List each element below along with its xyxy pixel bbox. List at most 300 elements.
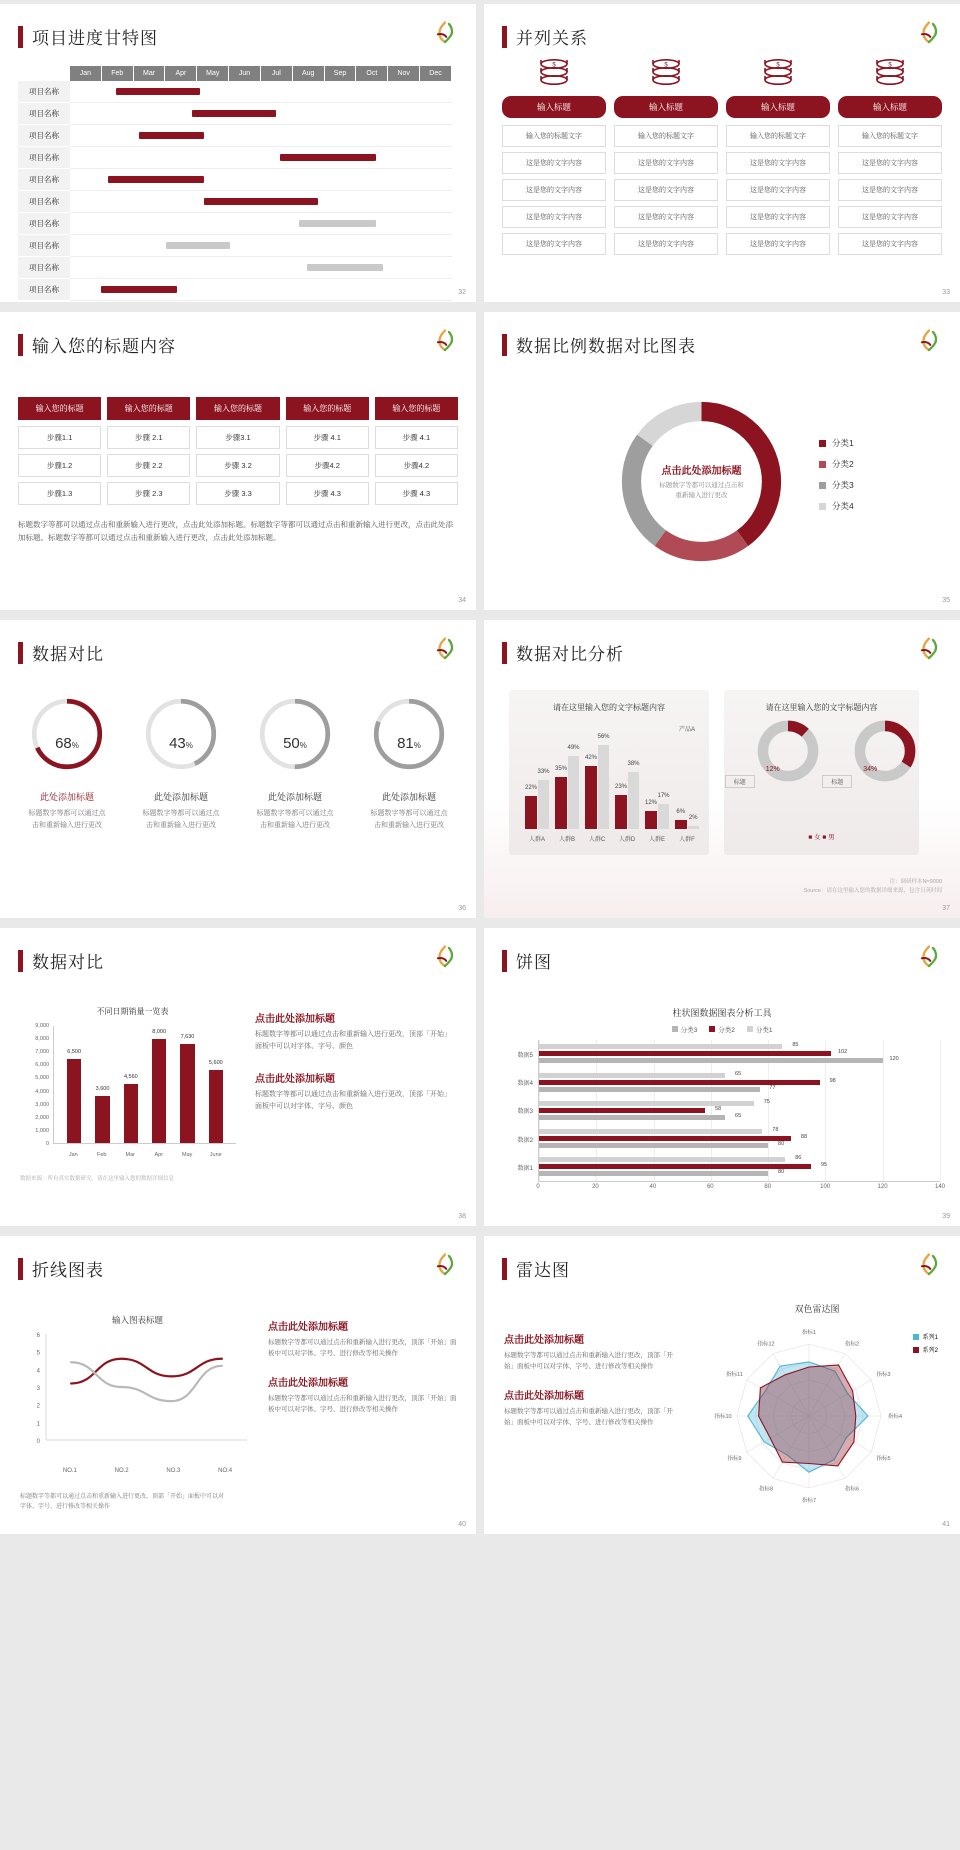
parallel-column-4 <box>838 54 942 260</box>
title-accent-bar <box>502 950 507 972</box>
y-axis-labels <box>25 1023 51 1147</box>
donut-value: 34% <box>863 766 878 773</box>
legend-label: 分类2 <box>832 459 854 469</box>
x-tick: Jan <box>68 1152 78 1158</box>
x-tick: 100 <box>820 1184 831 1190</box>
slide-39 <box>484 928 960 1226</box>
bar-value-label: 102 <box>837 1049 848 1056</box>
bar-group <box>675 734 699 829</box>
svg-text:$: $ <box>776 62 780 69</box>
bar-x-labels <box>525 834 699 843</box>
brand-logo-icon <box>916 20 942 46</box>
bar-slot-a <box>585 755 598 829</box>
gantt-month-header <box>70 66 452 81</box>
bar-value-a: 23% <box>615 783 628 790</box>
coins-icon <box>758 54 798 88</box>
svg-text:$: $ <box>552 62 556 69</box>
bar-group <box>645 734 669 829</box>
bar <box>539 1070 742 1078</box>
bar-value-a: 22% <box>525 785 538 791</box>
bar-value-label: 7,630 <box>180 1033 195 1040</box>
gantt-bar <box>280 154 376 161</box>
x-tick: NO.3 <box>166 1468 181 1474</box>
slide-33 <box>484 4 960 302</box>
column-cell: 这是您的文字内容 <box>838 206 942 228</box>
slide-35-header <box>484 312 960 357</box>
ring-value: 50% <box>283 735 307 752</box>
gantt-row <box>18 213 452 235</box>
x-tick: Mar <box>125 1152 135 1158</box>
column-cell: 这是您的文字内容 <box>614 179 718 201</box>
text-blocks <box>268 1318 458 1430</box>
gantt-bar <box>108 176 204 183</box>
chart-title: 柱状图数据图表分析工具 <box>672 1008 772 1018</box>
bar-value-label: 75 <box>763 1098 770 1105</box>
brand-logo-icon <box>916 944 942 970</box>
bar-col-a <box>555 734 567 829</box>
ring-gauge <box>238 695 352 780</box>
ring-item-2 <box>124 695 238 832</box>
bar <box>539 1162 828 1169</box>
step-column-3 <box>196 397 279 510</box>
slide-40-header <box>0 1236 476 1281</box>
slide-number: 37 <box>942 905 950 912</box>
column-cell: 输入您的标题文字 <box>614 125 718 147</box>
slide-number: 34 <box>458 597 466 604</box>
step-cell: 步骤 4.3 <box>375 482 458 505</box>
column-header: 输入标题 <box>726 96 830 118</box>
bar-value-label: 85 <box>792 1042 799 1049</box>
gantt-track <box>70 81 452 103</box>
svg-text:指标3: 指标3 <box>876 1372 891 1378</box>
bar <box>95 1086 110 1143</box>
step-column-header: 输入您的标题 <box>107 397 190 420</box>
column-header: 输入标题 <box>838 96 942 118</box>
gantt-row <box>18 103 452 125</box>
slide-35 <box>484 312 960 610</box>
bar-value-label: 88 <box>800 1133 808 1140</box>
title-accent-bar <box>18 642 23 664</box>
bar-value-b: 38% <box>627 761 640 767</box>
category-label: 数据5 <box>517 1052 533 1059</box>
title-accent-bar <box>502 642 507 664</box>
text-block-heading-1: 点击此处添加标题 <box>255 1014 335 1025</box>
bar-x-label: 人群A <box>528 837 545 843</box>
gantt-row <box>18 147 452 169</box>
step-column-header: 输入您的标题 <box>286 397 369 420</box>
bar-rect-b <box>538 780 550 830</box>
legend-swatch <box>819 482 826 489</box>
slide-number: 40 <box>458 1521 466 1528</box>
gantt-bar <box>101 286 177 293</box>
chart-title: 双色雷达图 <box>794 1304 840 1314</box>
x-tick: NO.1 <box>62 1468 77 1474</box>
legend-swatch <box>747 1026 753 1032</box>
gantt-bar <box>166 242 231 249</box>
page-title: 数据对比 <box>32 953 104 972</box>
gantt-month: Jun <box>229 66 261 81</box>
plot-area <box>53 1026 236 1144</box>
parallel-column-3 <box>726 54 830 260</box>
text-block-body-2: 标题数字等都可以通过点击和重新输入进行更改，顶部「开始」面板中可以对字体、字号、进行修改等相关操作 <box>504 1407 673 1427</box>
slide-37-header <box>484 620 960 665</box>
text-blocks <box>504 1331 679 1443</box>
svg-text:2: 2 <box>36 1403 40 1410</box>
title-accent-bar <box>502 26 507 48</box>
coins-icon <box>870 54 910 88</box>
ring-gauge <box>124 695 238 780</box>
ring-svg <box>142 695 220 773</box>
gantt-row-label: 项目名称 <box>18 103 70 125</box>
slide-number: 39 <box>942 1213 950 1220</box>
bar-value-a: 42% <box>585 755 598 761</box>
x-tick: NO.4 <box>218 1468 233 1474</box>
step-column-5 <box>375 397 458 510</box>
donut-pair <box>724 718 919 792</box>
svg-text:指标5: 指标5 <box>876 1456 891 1462</box>
gantt-track <box>70 169 452 191</box>
chart-title: 不同日期销量一览表 <box>96 1007 169 1016</box>
gantt-month: Mar <box>134 66 166 81</box>
y-tick: 0 <box>45 1141 49 1147</box>
text-block-heading-2: 点击此处添加标题 <box>268 1377 348 1389</box>
bar-pair <box>615 734 639 829</box>
bar-value-a: 6% <box>676 809 686 815</box>
svg-text:指标11: 指标11 <box>726 1372 743 1378</box>
bar-value-a: 12% <box>645 800 658 806</box>
bar <box>123 1073 138 1143</box>
x-axis-labels <box>44 1468 251 1474</box>
donut-center-title: 点击此处添加标题 <box>661 466 742 477</box>
bar-value-b: 2% <box>688 815 698 821</box>
gantt-row-label: 项目名称 <box>18 257 70 279</box>
y-tick: 9,000 <box>35 1023 49 1029</box>
bar-group-1 <box>539 1157 940 1178</box>
bar-slot-a <box>645 800 658 829</box>
step-column-header: 输入您的标题 <box>196 397 279 420</box>
coins-icon <box>534 54 574 88</box>
x-tick: June <box>209 1152 222 1158</box>
x-tick: 120 <box>877 1184 888 1190</box>
bar-col-b <box>688 734 700 829</box>
text-block-heading-1: 点击此处添加标题 <box>268 1322 348 1333</box>
bar-col-a <box>645 734 657 829</box>
bar-group <box>615 734 639 829</box>
bar-value-label: 80 <box>778 1169 785 1176</box>
text-block-body-2: 标题数字等都可以通过点击和重新输入进行更改，顶部「开始」面板中可以对字体、字号、颜色 <box>255 1090 451 1110</box>
bar-slot-b <box>597 734 610 829</box>
bar-value-b: 33% <box>537 768 550 775</box>
gantt-month: May <box>197 66 229 81</box>
svg-text:1: 1 <box>36 1421 40 1428</box>
bar-value-label: 3,600 <box>95 1086 110 1093</box>
donut-item-2 <box>822 718 920 792</box>
legend-item <box>913 1345 938 1354</box>
chart-legend <box>913 1332 938 1358</box>
slide-38-header <box>0 928 476 973</box>
y-tick: 1,000 <box>35 1127 49 1134</box>
svg-text:指标8: 指标8 <box>758 1486 774 1493</box>
gantt-month: Jul <box>261 66 293 81</box>
x-tick: Apr <box>154 1152 164 1158</box>
gantt-bar <box>204 198 319 205</box>
step-cell: 步骤 2.1 <box>107 426 190 449</box>
text-block-body-1: 标题数字等都可以通过点击和重新输入进行更改，顶部「开始」面板中可以对字体、字号、进行修改等相关操作 <box>268 1339 457 1358</box>
gantt-row-label: 项目名称 <box>18 81 70 103</box>
column-header: 输入标题 <box>614 96 718 118</box>
bar-slot-b <box>537 768 550 830</box>
bar-rect-a <box>525 796 537 829</box>
gantt-row <box>18 191 452 213</box>
step-cell: 步骤4.2 <box>286 454 369 477</box>
donut-legend <box>819 437 854 521</box>
text-block-heading-2: 点击此处添加标题 <box>255 1073 335 1085</box>
y-tick: 5,000 <box>35 1075 49 1082</box>
bar-value-label: 6,500 <box>67 1048 82 1055</box>
column-cell: 输入您的标题文字 <box>726 125 830 147</box>
slide-number: 35 <box>942 597 950 604</box>
step-column-header: 输入您的标题 <box>375 397 458 420</box>
page-title: 并列关系 <box>516 29 588 48</box>
y-tick: 6,000 <box>35 1062 49 1069</box>
gantt-month: Dec <box>420 66 452 81</box>
svg-text:指标4: 指标4 <box>887 1414 903 1420</box>
brand-logo-icon <box>432 20 458 46</box>
x-axis-labels <box>53 1152 236 1158</box>
donut-value: 12% <box>765 766 780 773</box>
svg-text:$: $ <box>888 62 892 69</box>
gantt-track <box>70 191 452 213</box>
bar-col-b <box>628 734 640 829</box>
legend-swatch <box>709 1026 715 1032</box>
slide-39-header <box>484 928 960 973</box>
donut-panel <box>724 690 919 855</box>
brand-logo-icon <box>916 636 942 662</box>
horizontal-bar-chart <box>504 1006 946 1198</box>
step-column-2 <box>107 397 190 510</box>
svg-text:指标9: 指标9 <box>727 1456 742 1462</box>
legend-item: 分类3 <box>672 1027 698 1034</box>
bar <box>539 1140 785 1148</box>
svg-text:4: 4 <box>36 1368 40 1375</box>
gantt-row <box>18 125 452 147</box>
legend-label: 分类3 <box>832 480 854 490</box>
ring-subtitle: 标题数字等都可以通过点击和重新输入进行更改 <box>256 810 334 829</box>
ring-title: 此处添加标题 <box>39 792 94 802</box>
gantt-row-label: 项目名称 <box>18 169 70 191</box>
svg-text:$: $ <box>664 62 668 69</box>
gantt-bar <box>192 110 276 117</box>
gantt-row-label: 项目名称 <box>18 235 70 257</box>
title-accent-bar <box>502 334 507 356</box>
bar-x-label: 人群B <box>558 837 575 843</box>
bar <box>208 1060 223 1143</box>
bar-col-a <box>615 734 627 829</box>
bar <box>539 1056 899 1063</box>
bar-x-label: 人群F <box>679 837 695 843</box>
gantt-month: Aug <box>293 66 325 81</box>
page-title: 饼图 <box>516 953 552 972</box>
gantt-bar <box>139 132 204 139</box>
column-header: 输入标题 <box>502 96 606 118</box>
gantt-rows <box>18 81 452 301</box>
gantt-month: Oct <box>356 66 388 81</box>
ring-gauge <box>352 695 466 780</box>
text-block-body-1: 标题数字等都可以通过点击和重新输入进行更改，顶部「开始」面板中可以对字体、字号、颜色 <box>255 1031 451 1051</box>
bar-rect-a <box>555 777 567 830</box>
bar-slot-b <box>627 761 640 829</box>
title-accent-bar <box>502 1258 507 1280</box>
bar-value-label: 78 <box>772 1126 779 1133</box>
chart-footnote: 标题数字等都可以通过点击和重新输入进行更改，顶部「开始」面板中可以对字体、字号、进行修改等相关操作 <box>20 1493 225 1510</box>
bar-slot-a <box>615 783 628 830</box>
column-cell: 这是您的文字内容 <box>502 206 606 228</box>
ring-title: 此处添加标题 <box>381 792 436 802</box>
slide-33-header <box>484 4 960 49</box>
brand-logo-icon <box>432 944 458 970</box>
legend-item <box>819 500 854 512</box>
gantt-bar <box>116 88 200 95</box>
slide-41-header <box>484 1236 960 1281</box>
slide-32 <box>0 4 476 302</box>
bar-col-b <box>598 734 610 829</box>
bar-slot-b <box>688 815 700 829</box>
legend-item <box>819 458 854 470</box>
column-cell: 这是您的文字内容 <box>726 206 830 228</box>
x-tick: Feb <box>97 1152 107 1158</box>
bar-rect-b <box>598 745 610 829</box>
x-tick: 140 <box>934 1184 946 1190</box>
step-cell: 步骤 4.3 <box>286 482 369 505</box>
bar-value-label: 8,000 <box>152 1029 167 1035</box>
bar-value-label: 65 <box>735 1070 742 1077</box>
column-cell: 这是您的文字内容 <box>502 152 606 174</box>
category-label: 数据2 <box>517 1137 533 1144</box>
bar-group <box>555 734 579 829</box>
column-cell: 这是您的文字内容 <box>614 152 718 174</box>
gantt-row <box>18 279 452 301</box>
parallel-column-1 <box>502 54 606 260</box>
donut-item-1 <box>724 718 822 792</box>
donut-legend: ■ 女 ■ 男 <box>808 834 835 841</box>
step-cell: 步骤 2.2 <box>107 454 190 477</box>
legend-swatch <box>672 1026 678 1032</box>
text-block-body-2: 标题数字等都可以通过点击和重新输入进行更改，顶部「开始」面板中可以对字体、字号、进行修改等相关操作 <box>268 1394 457 1414</box>
legend-swatch <box>819 461 826 468</box>
radar-chart <box>684 1318 934 1513</box>
legend-item <box>913 1332 938 1341</box>
gantt-bar <box>307 264 383 271</box>
step-cell: 步骤 3.3 <box>196 482 279 505</box>
step-cell: 步骤 4.1 <box>375 426 458 449</box>
page-title: 折线图表 <box>32 1261 104 1280</box>
x-axis-labels <box>536 1184 946 1198</box>
ring-unit: % <box>71 741 79 750</box>
bar-value-label: 120 <box>889 1056 899 1063</box>
step-cell: 步骤 4.1 <box>286 426 369 449</box>
gantt-row-label: 项目名称 <box>18 147 70 169</box>
bar-col-b <box>538 734 550 829</box>
column-cell: 这是您的文字内容 <box>838 152 942 174</box>
bar-rect-a <box>645 811 657 829</box>
text-block-body-1: 标题数字等都可以通过点击和重新输入进行更改，顶部「开始」面板中可以对字体、字号、进行修改等相关操作 <box>504 1352 673 1371</box>
y-tick: 7,000 <box>35 1049 49 1056</box>
text-block-heading-1: 点击此处添加标题 <box>504 1335 584 1346</box>
gantt-track <box>70 125 452 147</box>
ring-item-1 <box>10 695 124 832</box>
panel-title: 请在这里输入您的文字标题内容 <box>765 703 878 712</box>
donut-svg <box>755 718 821 784</box>
x-tick: 0 <box>536 1184 540 1190</box>
page-title: 雷达图 <box>516 1261 570 1280</box>
x-tick: NO.2 <box>114 1468 129 1474</box>
gantt-chart <box>18 66 452 301</box>
page-title: 数据对比分析 <box>516 645 624 664</box>
gantt-track <box>70 147 452 169</box>
step-cell: 步骤1.2 <box>18 454 101 477</box>
parallel-columns <box>502 54 942 260</box>
donut-center-label <box>614 462 789 502</box>
slide-34 <box>0 312 476 610</box>
title-accent-bar <box>18 1258 23 1280</box>
category-label: 数据1 <box>517 1166 533 1173</box>
bar-group-5 <box>539 1044 940 1065</box>
panel-title: 请在这里输入您的文字标题内容 <box>553 703 665 712</box>
bar <box>152 1029 167 1143</box>
donut-chart <box>614 394 789 569</box>
gantt-row-label: 项目名称 <box>18 279 70 301</box>
bar-value-label: 58 <box>715 1105 722 1112</box>
bar-group <box>585 734 609 829</box>
donut-svg <box>852 718 918 784</box>
bar <box>539 1155 802 1162</box>
brand-logo-icon <box>432 636 458 662</box>
bar <box>539 1169 785 1176</box>
bar-col-b <box>658 734 670 829</box>
y-tick: 8,000 <box>35 1036 49 1043</box>
ring-title: 此处添加标题 <box>267 792 322 802</box>
category-label: 数据4 <box>517 1081 533 1088</box>
slide-34-header <box>0 312 476 357</box>
ring-gauges <box>10 695 466 832</box>
bar-slot-a <box>555 765 568 830</box>
x-tick: 40 <box>649 1184 657 1190</box>
legend-label: 分类1 <box>832 438 854 448</box>
description-text: 标题数字等都可以通过点击和重新输入进行更改，点击此处添加标题。标题数字等都可以通过点击和重新输入进行更改，点击此处添加标题。标题数字等都可以通过点击和重新输入进行更改，点击此处添加标题。 <box>18 520 453 542</box>
bar-chart <box>25 1006 240 1166</box>
slide-number: 32 <box>458 289 466 296</box>
gantt-row-label: 项目名称 <box>18 191 70 213</box>
bar-value-a: 35% <box>555 765 568 772</box>
brand-logo-icon <box>432 1252 458 1278</box>
bar-x-label: 人群E <box>648 837 665 843</box>
bar-group-3 <box>539 1098 940 1122</box>
bar-legend-label: 产品A <box>678 727 695 733</box>
gantt-month: Apr <box>165 66 197 81</box>
step-column-1 <box>18 397 101 510</box>
svg-text:指标1: 指标1 <box>801 1330 817 1336</box>
chart-title: 输入图表标题 <box>111 1315 163 1325</box>
ring-svg <box>256 695 334 773</box>
bar-pair <box>585 734 609 829</box>
bar-pair <box>645 734 669 829</box>
page-title: 输入您的标题内容 <box>32 337 176 356</box>
title-accent-bar <box>18 334 23 356</box>
column-cell: 这是您的文字内容 <box>726 152 830 174</box>
x-tick: 60 <box>706 1184 714 1190</box>
ring-title: 此处添加标题 <box>153 792 208 802</box>
column-cell: 这是您的文字内容 <box>614 206 718 228</box>
